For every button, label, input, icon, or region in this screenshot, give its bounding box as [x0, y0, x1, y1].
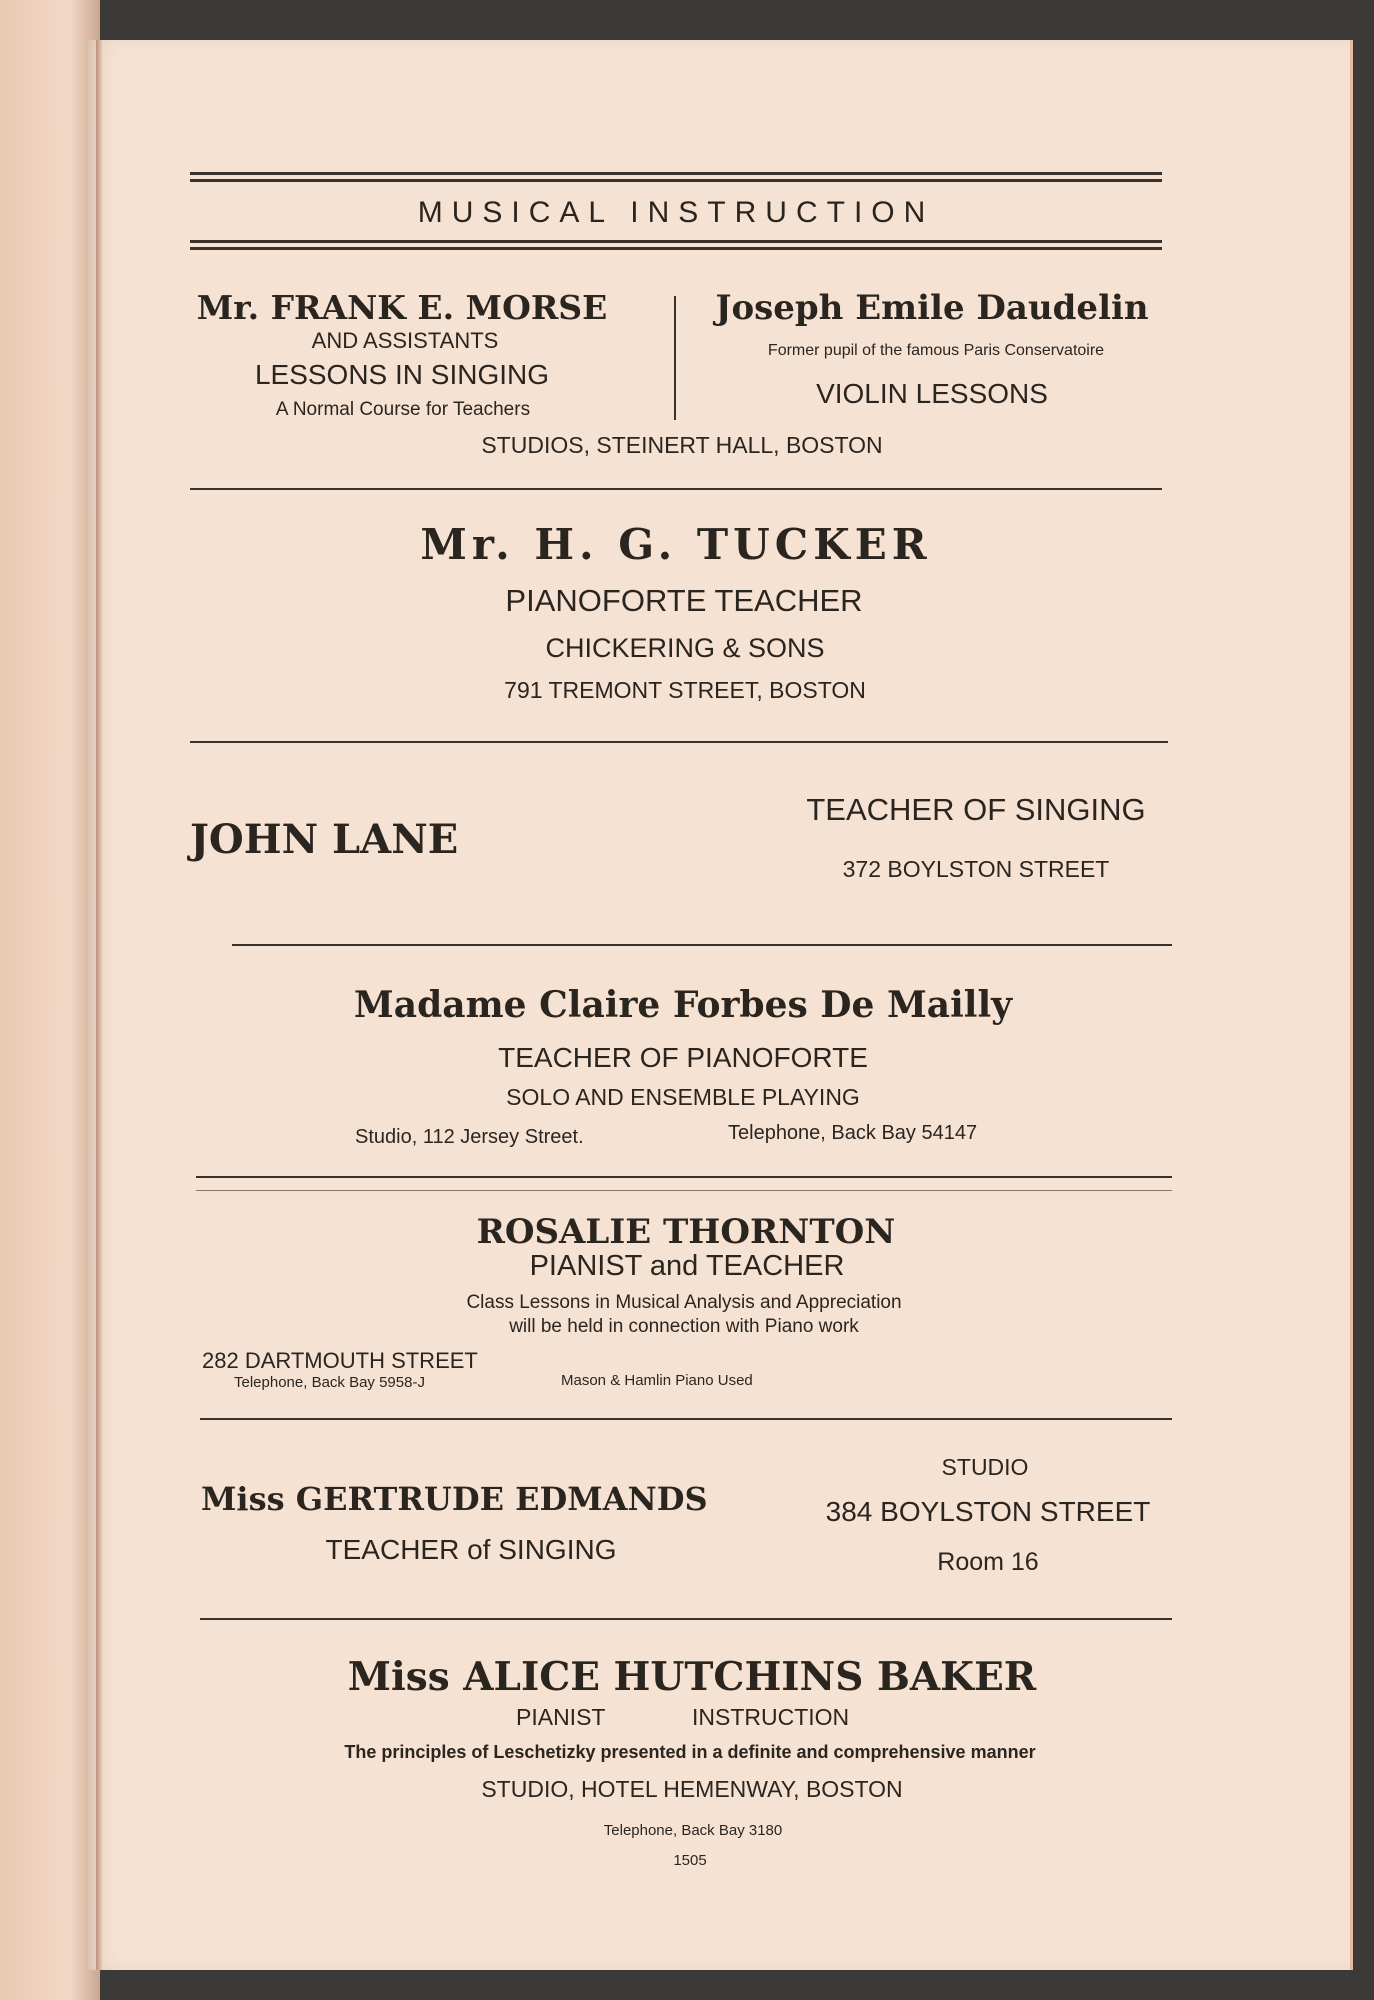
daudelin-name: Joseph Emile Daudelin: [715, 288, 1149, 328]
page-number: 1505: [673, 1852, 707, 1869]
section-title: MUSICAL INSTRUCTION: [417, 196, 935, 229]
edmands-studio: STUDIO: [941, 1454, 1029, 1480]
morse-lessons: LESSONS IN SINGING: [254, 359, 550, 390]
tucker-name: Mr. H. G. TUCKER: [420, 520, 932, 569]
baker-instruction: INSTRUCTION: [692, 1704, 850, 1730]
baker-pianist: PIANIST: [516, 1704, 606, 1730]
demailly-subtitle: SOLO AND ENSEMBLE PLAYING: [506, 1084, 860, 1110]
edmands-title: TEACHER of SINGING: [325, 1534, 617, 1565]
facing-page-edge: [0, 0, 100, 2000]
lane-address: 372 BOYLSTON STREET: [842, 856, 1110, 882]
daudelin-violin-lessons: VIOLIN LESSONS: [816, 378, 1048, 409]
tucker-firm: CHICKERING & SONS: [545, 633, 825, 663]
morse-course: A Normal Course for Teachers: [275, 399, 531, 420]
baker-phone: Telephone, Back Bay 3180: [603, 1822, 783, 1839]
thornton-connection: will be held in connection with Piano work: [509, 1316, 859, 1337]
thornton-name: ROSALIE THORNTON: [476, 1212, 896, 1252]
demailly-phone: Telephone, Back Bay 54147: [728, 1122, 978, 1144]
header-top-double-rule: [190, 172, 1162, 182]
demailly-name: Madame Claire Forbes De Mailly: [353, 984, 1013, 1026]
thornton-piano: Mason & Hamlin Piano Used: [561, 1372, 753, 1389]
divider-3: [232, 944, 1172, 946]
divider-4: [196, 1176, 1172, 1178]
tucker-title: PIANOFORTE TEACHER: [505, 583, 863, 618]
edmands-room: Room 16: [937, 1548, 1039, 1576]
daudelin-former-pupil: Former pupil of the famous Paris Conservatoire: [767, 342, 1105, 359]
edmands-name: Miss GERTRUDE EDMANDS: [201, 1480, 708, 1518]
demailly-studio: Studio, 112 Jersey Street.: [355, 1126, 584, 1148]
thornton-title: PIANIST and TEACHER: [529, 1250, 845, 1282]
baker-leschetizky: The principles of Leschetizky presented in a definite and comprehensive manner: [344, 1742, 1036, 1762]
baker-name: Miss ALICE HUTCHINS BAKER: [347, 1654, 1037, 1700]
column-divider: [674, 296, 676, 420]
edmands-address: 384 BOYLSTON STREET: [825, 1496, 1151, 1527]
divider-6: [200, 1618, 1172, 1620]
morse-name: Mr. FRANK E. MORSE: [196, 288, 608, 327]
morse-assistants: AND ASSISTANTS: [311, 328, 499, 353]
steinert-studios: STUDIOS, STEINERT HALL, BOSTON: [481, 432, 883, 458]
thornton-phone: Telephone, Back Bay 5958-J: [234, 1374, 425, 1391]
divider-1: [190, 488, 1162, 490]
page-spine: [96, 40, 102, 1970]
tucker-address: 791 TREMONT STREET, BOSTON: [504, 677, 866, 703]
baker-studio: STUDIO, HOTEL HEMENWAY, BOSTON: [481, 1776, 903, 1802]
divider-4b: [196, 1190, 1172, 1191]
lane-name: JOHN LANE: [190, 816, 459, 863]
thornton-class-lessons: Class Lessons in Musical Analysis and Appreciation: [466, 1292, 902, 1313]
divider-2: [190, 741, 1168, 743]
header-bottom-double-rule: [190, 240, 1162, 250]
divider-5: [200, 1418, 1172, 1420]
demailly-title: TEACHER OF PIANOFORTE: [498, 1042, 868, 1073]
thornton-address: 282 DARTMOUTH STREET: [202, 1348, 478, 1373]
lane-title: TEACHER OF SINGING: [806, 792, 1146, 827]
